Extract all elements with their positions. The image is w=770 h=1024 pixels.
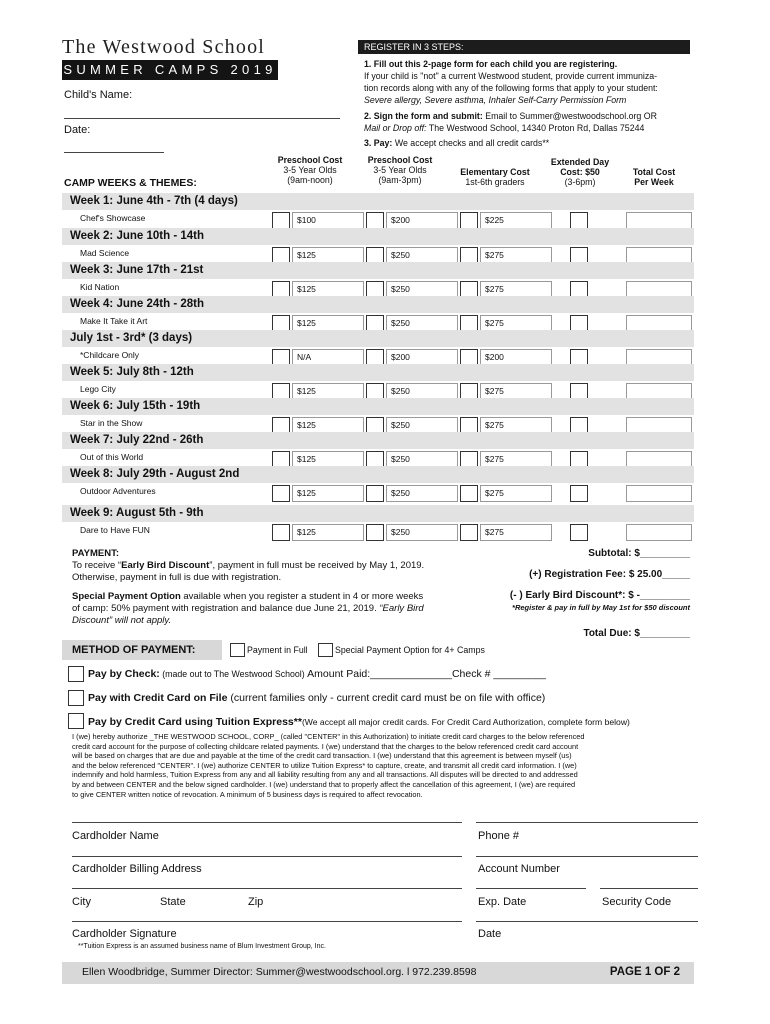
- preschool-half-day-price: $125: [292, 247, 364, 264]
- week-header: Week 6: July 15th - 19th: [62, 398, 694, 415]
- week-total-field[interactable]: [626, 524, 692, 541]
- security-code-field[interactable]: [600, 877, 698, 889]
- payment-line-1a: To receive “: [72, 560, 122, 571]
- preschool-full-day-checkbox[interactable]: [366, 485, 384, 502]
- elementary-price: $275: [480, 281, 552, 298]
- col-title: Extended Day: [550, 157, 610, 167]
- exp-date-label: Exp. Date: [478, 896, 527, 908]
- week-header: July 1st - 3rd* (3 days): [62, 330, 694, 347]
- col-title: Elementary Cost: [460, 167, 530, 177]
- total-due-field[interactable]: Total Due: $_________: [583, 628, 690, 639]
- col-grades: 1st-6th graders: [465, 177, 525, 187]
- col-hours: (3-6pm): [564, 177, 596, 187]
- card-on-file-note: (current families only - current credit card must be on file with office): [227, 692, 546, 704]
- preschool-half-day-checkbox[interactable]: [272, 524, 290, 541]
- early-bird-note: *Register & pay in full by May 1st for $50 discount: [512, 603, 690, 612]
- week-header: Week 8: July 29th - August 2nd: [62, 466, 694, 483]
- early-bird-term: Early Bird Discount: [121, 560, 210, 571]
- step-1-forms: Severe allergy, Severe asthma, Inhaler Self-Carry Permission Form: [364, 95, 627, 105]
- tuition-express-footnote: **Tuition Express is an assumed business name of Blum Investment Group, Inc.: [78, 943, 326, 950]
- registration-fee-field[interactable]: (+) Registration Fee: $ 25.00_____: [529, 569, 690, 580]
- payment-info: [72, 548, 472, 584]
- step-2-mail-label: Mail or Drop off:: [364, 123, 427, 133]
- tuition-express-title: Pay by Credit Card using Tuition Express**: [88, 716, 302, 728]
- preschool-full-day-price: $250: [386, 451, 458, 468]
- week-total-field[interactable]: [626, 212, 692, 229]
- col-title: Total Cost: [632, 167, 676, 177]
- register-step-1: [364, 58, 694, 106]
- week-header: Week 1: June 4th - 7th (4 days): [62, 193, 694, 210]
- col-title: Preschool Cost: [367, 155, 433, 165]
- payment-in-full-label: Payment in Full: [247, 645, 308, 655]
- col-ages: 3-5 Year Olds: [373, 165, 427, 175]
- col-hours: (9am-noon): [287, 175, 333, 185]
- step-3-text: We accept checks and all credit cards**: [394, 138, 550, 148]
- special-payment-checkbox[interactable]: [318, 643, 333, 657]
- auth-line: to give CENTER written notice of revocation. A minimum of 5 business days is required to affect revocation.: [72, 789, 423, 799]
- preschool-half-day-price: $125: [292, 383, 364, 400]
- elementary-checkbox[interactable]: [460, 524, 478, 541]
- week-theme: *Childcare Only: [80, 350, 140, 360]
- col-hours: (9am-3pm): [378, 175, 422, 185]
- week-header: Week 2: June 10th - 14th: [62, 228, 694, 245]
- pay-by-check-title: Pay by Check:: [88, 668, 160, 680]
- week-header: Week 9: August 5th - 9th: [62, 505, 694, 522]
- auth-line: will be based on charges that are due and payable at the time of the credit card transaction. I (we) understand that this agreement is between myself (us): [72, 751, 572, 761]
- pay-by-check-checkbox[interactable]: [68, 666, 84, 682]
- special-payment-line-1: available when you register a student in 4 or more weeks: [180, 591, 424, 602]
- preschool-full-day-price: $250: [386, 524, 458, 541]
- payment-heading: PAYMENT:: [72, 548, 119, 559]
- register-step-3: [364, 137, 694, 149]
- elementary-price: $275: [480, 417, 552, 434]
- special-payment-line-2: of camp: 50% payment with registration and balance due June 21, 2019.: [72, 603, 380, 614]
- tuition-express-option: [88, 716, 630, 728]
- school-name: The Westwood School: [62, 36, 266, 58]
- extended-day-checkbox[interactable]: [570, 212, 588, 229]
- city-label: City: [72, 896, 91, 908]
- amount-paid-field[interactable]: Amount Paid:____________: [307, 668, 441, 680]
- child-name-field[interactable]: [64, 107, 340, 119]
- signature-date-label: Date: [478, 928, 502, 940]
- step-1-title: 1. Fill out this 2-page form for each child you are registering.: [364, 59, 618, 69]
- week-header: Week 3: June 17th - 21st: [62, 262, 694, 279]
- col-extended-day: [540, 157, 620, 187]
- extended-day-checkbox[interactable]: [570, 524, 588, 541]
- col-total-cost: [624, 167, 684, 187]
- method-of-payment-label: METHOD OF PAYMENT:: [62, 640, 222, 660]
- preschool-full-day-price: $200: [386, 212, 458, 229]
- week-theme: Chef's Showcase: [80, 213, 146, 223]
- preschool-half-day-price: $125: [292, 315, 364, 332]
- preschool-full-day-checkbox[interactable]: [366, 212, 384, 229]
- preschool-half-day-price: $125: [292, 485, 364, 502]
- payment-in-full-checkbox[interactable]: [230, 643, 245, 657]
- tuition-express-checkbox[interactable]: [68, 713, 84, 729]
- week-theme: Lego City: [80, 384, 116, 394]
- card-on-file-title: Pay with Credit Card on File: [88, 692, 228, 704]
- date-field[interactable]: [64, 141, 164, 153]
- col-preschool-half-day: [270, 155, 350, 185]
- week-header: Week 4: June 24th - 28th: [62, 296, 694, 313]
- preschool-full-day-checkbox[interactable]: [366, 524, 384, 541]
- early-bird-discount-field[interactable]: (- ) Early Bird Discount*: $ -_________: [509, 590, 690, 601]
- zip-label: Zip: [248, 896, 264, 908]
- elementary-price: $275: [480, 451, 552, 468]
- preschool-half-day-price: $125: [292, 281, 364, 298]
- preschool-full-day-price: $250: [386, 417, 458, 434]
- account-number-field[interactable]: [476, 845, 698, 857]
- elementary-price: $275: [480, 315, 552, 332]
- preschool-half-day-checkbox[interactable]: [272, 485, 290, 502]
- special-payment-title: Special Payment Option: [72, 591, 181, 602]
- week-header: Week 7: July 22nd - 26th: [62, 432, 694, 449]
- signature-date-field[interactable]: [476, 910, 698, 922]
- security-code-label: Security Code: [602, 896, 672, 908]
- preschool-half-day-price: $100: [292, 212, 364, 229]
- special-payment-label: Special Payment Option for 4+ Camps: [335, 645, 485, 655]
- phone-label: Phone #: [478, 830, 519, 842]
- col-preschool-full-day: [360, 155, 440, 185]
- auth-line: and the below referenced "CENTER". I (we) authorize CENTER to utilize Tuition Express* to capture, create, and transmit all credit card information. I (we): [72, 760, 577, 770]
- step-1-line-2: tion records along with any of the following forms that apply to your student:: [364, 83, 658, 93]
- elementary-price: $225: [480, 212, 552, 229]
- preschool-half-day-price: $125: [292, 524, 364, 541]
- elementary-price: $200: [480, 349, 552, 366]
- preschool-half-day-price: $125: [292, 451, 364, 468]
- elementary-price: $275: [480, 383, 552, 400]
- cardholder-name-field[interactable]: [72, 811, 462, 823]
- week-theme: Star in the Show: [80, 418, 143, 428]
- week-theme: Dare to Have FUN: [80, 525, 150, 535]
- state-label: State: [160, 896, 186, 908]
- step-1-line-1: If your child is "not" a current Westwood student, provide current immuniza-: [364, 71, 658, 81]
- child-name-label: Child's Name:: [64, 89, 133, 101]
- billing-address-field[interactable]: [72, 845, 462, 857]
- elementary-price: $275: [480, 485, 552, 502]
- preschool-full-day-price: $250: [386, 247, 458, 264]
- elementary-price: $275: [480, 247, 552, 264]
- billing-address-label: Cardholder Billing Address: [72, 863, 202, 875]
- card-on-file-option: [88, 692, 545, 704]
- camp-weeks-heading: CAMP WEEKS & THEMES:: [64, 177, 197, 189]
- elementary-checkbox[interactable]: [460, 212, 478, 229]
- special-payment-italic: “Early Bird: [379, 603, 424, 614]
- step-2-title: 2. Sign the form and submit:: [364, 111, 483, 121]
- payment-line-1b: ”, payment in full must be received by May 1, 2019.: [209, 560, 425, 571]
- preschool-full-day-price: $250: [386, 485, 458, 502]
- tuition-express-note: (We accept all major credit cards. For Credit Card Authorization, complete form below): [301, 717, 630, 727]
- register-steps-heading: REGISTER IN 3 STEPS:: [358, 40, 690, 54]
- auth-line: by and between CENTER and the below signed cardholder. I (we) understand that to properly affect the cancellation of this agreement, I (we) are required: [72, 779, 576, 789]
- week-theme: Out of this World: [80, 452, 144, 462]
- col-cost: Cost: $50: [560, 167, 600, 177]
- week-total-field[interactable]: [626, 485, 692, 502]
- summer-camps-banner: SUMMER CAMPS 2019: [62, 60, 278, 80]
- signature-field[interactable]: [72, 910, 462, 922]
- preschool-half-day-price: $125: [292, 417, 364, 434]
- preschool-half-day-price: N/A: [292, 349, 364, 366]
- footer-bar: [62, 962, 694, 984]
- phone-field[interactable]: [476, 811, 698, 823]
- week-theme: Outdoor Adventures: [80, 486, 156, 496]
- preschool-full-day-price: $250: [386, 281, 458, 298]
- auth-line: I (we) hereby authorize _THE WESTWOOD SCHOOL, CORP_ (called "CENTER" in this Authorization) to initiate credit card charges to the below referenced: [72, 732, 585, 741]
- step-2-email: Email to Summer@westwoodschool.org OR: [485, 111, 657, 121]
- step-3-title: 3. Pay:: [364, 138, 393, 148]
- col-elementary: [452, 167, 538, 187]
- date-label: Date:: [64, 124, 91, 136]
- preschool-half-day-checkbox[interactable]: [272, 212, 290, 229]
- preschool-full-day-price: $250: [386, 383, 458, 400]
- preschool-full-day-price: $250: [386, 315, 458, 332]
- auth-line: indemnify and hold harmless, Tuition Express from any and all liability resulting from any and all transactions. All disputes will be directed to and addressed: [72, 770, 578, 780]
- week-theme: Make It Take it Art: [80, 316, 148, 326]
- pay-by-check-note: (made out to The Westwood School): [159, 669, 308, 679]
- week-theme: Kid Nation: [80, 282, 120, 292]
- week-header: Week 5: July 8th - 12th: [62, 364, 694, 381]
- preschool-full-day-price: $200: [386, 349, 458, 366]
- director-contact: Ellen Woodbridge, Summer Director: Summer@westwoodschool.org. l 972.239.8598: [82, 966, 477, 978]
- col-sub: Per Week: [634, 177, 674, 187]
- pay-by-check-option: [88, 668, 546, 680]
- cardholder-name-label: Cardholder Name: [72, 830, 159, 842]
- city-state-zip-field[interactable]: [72, 877, 462, 889]
- check-number-field[interactable]: __Check # _________: [440, 668, 546, 680]
- payment-line-2: Otherwise, payment in full is due with registration.: [72, 572, 282, 583]
- step-2-address: The Westwood School, 14340 Proton Rd, Dallas 75244: [428, 123, 645, 133]
- extended-day-checkbox[interactable]: [570, 485, 588, 502]
- register-step-2: [364, 110, 694, 134]
- col-ages: 3-5 Year Olds: [283, 165, 337, 175]
- exp-date-field[interactable]: [476, 877, 586, 889]
- elementary-price: $275: [480, 524, 552, 541]
- page-number: PAGE 1 OF 2: [609, 966, 680, 978]
- special-payment-option: [72, 591, 472, 627]
- authorization-text: [72, 732, 698, 799]
- special-payment-line-3: Discount” will not apply.: [72, 615, 172, 626]
- account-number-label: Account Number: [478, 863, 560, 875]
- col-title: Preschool Cost: [277, 155, 343, 165]
- elementary-checkbox[interactable]: [460, 485, 478, 502]
- signature-label: Cardholder Signature: [72, 928, 177, 940]
- auth-line: credit card account for the purpose of collecting childcare related payments. I (we) understand that the charges to the below referenced credit card account: [72, 741, 579, 751]
- week-theme: Mad Science: [80, 248, 130, 258]
- card-on-file-checkbox[interactable]: [68, 690, 84, 706]
- subtotal-field[interactable]: Subtotal: $_________: [588, 548, 690, 559]
